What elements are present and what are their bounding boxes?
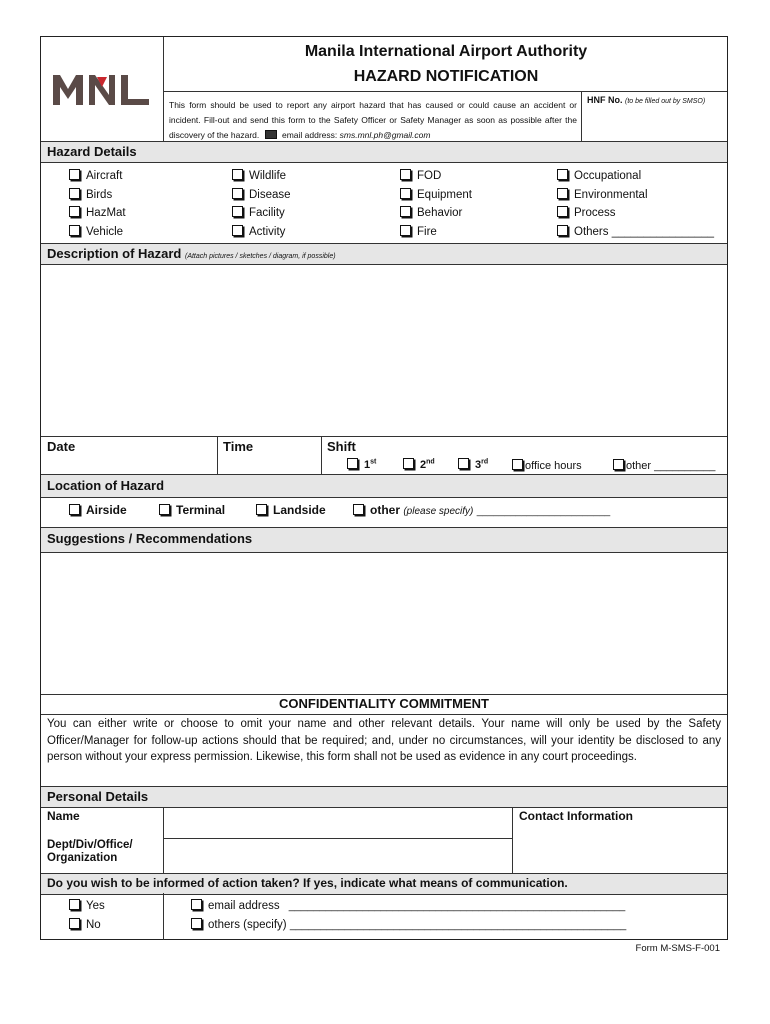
inform-band [41,873,727,895]
checkbox-icon [69,169,80,180]
hazard-details-title: Hazard Details [47,144,137,159]
checkbox-icon [353,504,364,515]
shift-3-suffix: rd [481,458,489,466]
description-note: (Attach pictures / sketches / diagram, if possible) [184,253,336,260]
landside-label: Landside [273,503,326,517]
hazard-option-fod[interactable] [400,169,441,182]
checkbox-icon [232,169,243,180]
email-option-label: email address [208,900,280,912]
form-title: HAZARD NOTIFICATION [353,68,539,85]
hazard-option-fire[interactable] [400,225,437,238]
description-textarea[interactable] [41,264,727,436]
shift-option-2nd[interactable] [403,458,435,471]
hazard-option-behavior[interactable] [400,206,462,219]
suggestions-title: Suggestions / Recommendations [47,531,253,546]
instructions-text: This form should be used to report any airport hazard that has caused or could cause an accident or incident. Fill-out and send this form to the Safety Officer or Safety Manager as soon as possible after the discovery of the hazard. [169,100,577,140]
checkbox-icon [232,188,243,199]
option-label: Aircraft [86,170,123,182]
checkbox-icon [69,225,80,236]
shift-option-office-hours[interactable] [512,459,582,472]
checkbox-icon [69,206,80,217]
option-label: Occupational [574,170,642,182]
checkbox-icon [400,225,411,236]
checkbox-icon [613,459,624,470]
confidentiality-title: CONFIDENTIALITY COMMITMENT [279,696,489,711]
hazard-option-hazmat[interactable] [69,206,126,219]
checkbox-icon [69,918,80,929]
hazard-option-birds[interactable] [69,188,112,201]
description-band [41,243,727,265]
checkbox-icon [347,458,358,469]
contact-info-label: Contact Information [519,809,633,823]
hazard-option-disease[interactable] [232,188,291,201]
checkbox-icon [232,206,243,217]
option-label: Activity [249,226,286,238]
location-other-line: ________________________ [476,506,611,517]
option-label: Others ________________ [574,226,715,238]
shift-1-suffix: st [370,458,377,466]
checkbox-icon [512,459,523,470]
terminal-label: Terminal [176,503,226,517]
name-input[interactable] [163,807,513,839]
checkbox-icon [69,504,80,515]
hazard-option-occupational[interactable] [557,169,641,182]
airside-label: Airside [86,503,127,517]
checkbox-icon [400,188,411,199]
org-name: Manila International Airport Authority [304,43,588,60]
location-option-other[interactable] [353,503,610,517]
office-hours-label: office hours [525,460,582,472]
logo [51,71,151,107]
name-label: Name [47,809,80,823]
personal-details-band [41,786,727,808]
shift-1-label: 1 [364,459,371,471]
checkbox-icon [458,458,469,469]
hazard-option-others[interactable] [557,225,714,238]
shift-label: Shift [327,439,356,454]
email-prefix: email address: [282,130,338,140]
option-label: Wildlife [249,170,287,182]
inform-question: Do you wish to be informed of action taken? If yes, indicate what means of communication. [47,876,568,890]
hazard-option-activity[interactable] [232,225,285,238]
location-band [41,474,727,498]
hazard-option-aircraft[interactable] [69,169,122,182]
option-label: Equipment [417,189,472,201]
option-label: Process [574,207,616,219]
shift-option-1st[interactable] [347,458,376,471]
checkbox-icon [400,169,411,180]
checkbox-icon [400,206,411,217]
hnf-note: (to be filled out by SMSO) [625,98,706,105]
location-option-terminal[interactable] [159,503,225,517]
hazard-option-process[interactable] [557,206,616,219]
shift-other-label: other __________ [626,460,716,472]
confidentiality-text: You can either write or choose to omit your name and other relevant details. Your name will only be used by the Safety Officer/Manager for follow-up actions should that be required; and, under no circumstances, will your identity be disclosed to any person without your express permission. Likewise, this form shall not be used as evidence in any court proceedings. [47,718,721,764]
checkbox-icon [557,206,568,217]
location-other-label: other [370,503,400,517]
no-label: No [86,919,101,931]
location-title: Location of Hazard [47,478,165,493]
option-label: FOD [417,170,442,182]
checkbox-icon [191,899,202,910]
hazard-option-wildlife[interactable] [232,169,286,182]
others-line: _______________________________________________________ [289,919,627,931]
option-label: Facility [249,207,285,219]
date-field[interactable]: Date [47,439,76,454]
mnl-logo-icon [51,71,151,107]
option-label: Behavior [417,207,463,219]
form-instructions [169,98,577,143]
inform-option-email[interactable] [191,899,625,912]
email-line: _______________________________________________________ [288,900,626,912]
checkbox-icon [69,899,80,910]
checkbox-icon [191,918,202,929]
dept-input[interactable] [163,839,513,874]
shift-option-other[interactable] [613,459,715,472]
checkbox-icon [557,169,568,180]
suggestions-band [41,527,727,553]
hazard-details-band [41,141,727,163]
hazard-option-vehicle[interactable] [69,225,123,238]
location-option-landside[interactable] [256,503,326,517]
yes-label: Yes [86,900,105,912]
checkbox-icon [232,225,243,236]
shift-option-3rd[interactable] [458,458,488,471]
contact-info-input[interactable] [513,825,727,873]
checkbox-icon [159,504,170,515]
checkbox-icon [256,504,267,515]
description-title-text: Description of Hazard [47,246,182,261]
hazard-notification-form [40,36,728,940]
option-label: Birds [86,189,113,201]
checkbox-icon [403,458,414,469]
others-option-label: others (specify) [208,919,287,931]
hnf-field[interactable] [587,95,705,105]
option-label: Fire [417,226,437,238]
sms-email: sms.mnl.ph@gmail.com [339,130,431,140]
personal-details-title: Personal Details [47,789,149,804]
location-option-airside[interactable] [69,503,127,517]
hnf-label: HNF No. [587,95,623,105]
form-code: Form M-SMS-F-001 [635,943,720,954]
shift-2-label: 2 [420,459,427,471]
option-label: Disease [249,189,291,201]
dept-label: Dept/Div/Office/ Organization [47,839,133,864]
option-label: Environmental [574,189,648,201]
hazard-option-facility[interactable] [232,206,285,219]
checkbox-icon [557,188,568,199]
checkbox-icon [557,225,568,236]
shift-3-label: 3 [475,459,482,471]
suggestions-textarea[interactable] [41,552,727,694]
hazard-option-environmental[interactable] [557,188,648,201]
checkbox-icon [69,188,80,199]
inform-option-others[interactable] [191,918,626,931]
description-title [47,246,336,261]
location-other-note: (please specify) [403,506,474,517]
option-label: Vehicle [86,226,124,238]
shift-2-suffix: nd [426,458,435,466]
inform-option-yes[interactable] [69,899,105,912]
time-field[interactable]: Time [223,439,254,454]
hazard-option-equipment[interactable] [400,188,472,201]
email-icon [265,130,277,139]
inform-option-no[interactable] [69,918,101,931]
option-label: HazMat [86,207,126,219]
